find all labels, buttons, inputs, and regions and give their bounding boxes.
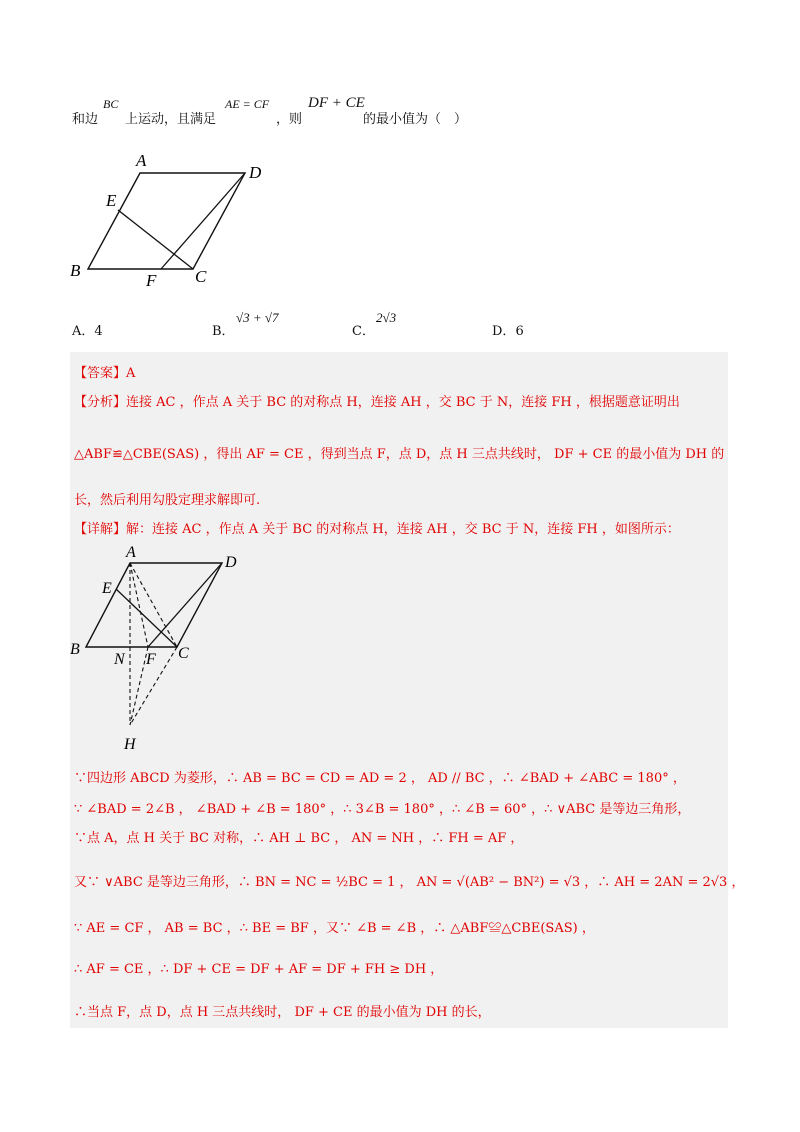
- analysis-text-1: 连接 AC ，作点 A 关于 BC 的对称点 H，连接 AH ，交 BC 于 N，连接 FH ，根据题意证明出: [126, 395, 680, 410]
- analysis-line-1: [74, 391, 680, 410]
- option-c-value: 2√3: [376, 310, 397, 325]
- figure-rhombus-2: [66, 540, 266, 755]
- detail-line: [74, 518, 680, 537]
- fig2-label-a: A: [126, 544, 136, 561]
- step-7: ∴当点 F，点 D，点 H 三点共线时， DF + CE 的最小值为 DH 的长，: [74, 1005, 491, 1020]
- fig2-label-n: N: [114, 651, 125, 668]
- answer-line: [74, 362, 135, 381]
- fig2-label-b: B: [70, 641, 80, 658]
- question-condition: AE = CF: [225, 97, 270, 111]
- question-bc: BC: [103, 97, 119, 111]
- fig1-label-f: F: [146, 271, 157, 290]
- step-3: ∵点 A，点 H 关于 BC 对称，∴ AH ⊥ BC ， AN = NH ，∴ FH = AF ，: [74, 831, 524, 846]
- step-5: ∵ AE = CF ， AB = BC ，∴ BE = BF ，又∵ ∠B = ∠B ，∴ △ABF≌△CBE(SAS) ，: [74, 921, 595, 936]
- question-text-then: ，则: [276, 112, 303, 127]
- fig1-label-e: E: [106, 191, 117, 210]
- fig2-label-h: H: [124, 736, 136, 753]
- fig1-label-c: C: [195, 267, 207, 286]
- analysis-line-2: △ABF≌△CBE(SAS) ，得出 AF = CE ，得到当点 F，点 D，点 H 三点共线时， DF + CE 的最小值为 DH 的: [74, 447, 725, 462]
- answer-value: A: [126, 366, 136, 381]
- question-text-pre: 和边: [72, 112, 99, 127]
- fig1-label-d: D: [249, 163, 262, 182]
- answer-tag: 【答案】: [74, 366, 127, 381]
- question-text-mid: 上运动，且满足: [125, 112, 217, 127]
- fig2-label-d: D: [225, 554, 237, 571]
- step-4: 又∵ ∨ABC 是等边三角形，∴ BN = NC = ½BC = 1 ， AN = √(AB² − BN²) = √3 ，∴ AH = 2AN = 2√3 ，: [74, 875, 745, 890]
- option-a-letter: A．: [72, 324, 95, 339]
- question-expression: DF + CE: [308, 95, 365, 111]
- fig2-label-c: C: [178, 645, 189, 662]
- option-b-value: √3 + √7: [236, 310, 279, 325]
- option-d[interactable]: [492, 320, 524, 339]
- analysis-line-3: 长，然后利用勾股定理求解即可.: [74, 493, 261, 508]
- option-d-letter: D．: [492, 324, 516, 339]
- option-a-value: 4: [94, 324, 103, 339]
- fig2-label-e: E: [102, 580, 112, 597]
- detail-tag: 【详解】: [74, 522, 127, 537]
- option-d-value: 6: [515, 324, 524, 339]
- fig2-label-f: F: [146, 651, 156, 668]
- question-text-post: 的最小值为（ ）: [363, 112, 468, 127]
- option-a[interactable]: [72, 320, 103, 339]
- fig1-label-a: A: [136, 151, 147, 170]
- detail-text: 解：连接 AC ，作点 A 关于 BC 的对称点 H，连接 AH ，交 BC 于 N，连接 FH ，如图所示：: [126, 522, 680, 537]
- step-2: ∵ ∠BAD = 2∠B ， ∠BAD + ∠B = 180° ，∴ 3∠B = 180° ，∴ ∠B = 60° ，∴ ∨ABC 是等边三角形，: [74, 802, 691, 817]
- option-b-letter[interactable]: B．: [212, 324, 235, 339]
- step-1: ∵四边形 ABCD 为菱形，∴ AB = BC = CD = AD = 2 ， AD // BC ，∴ ∠BAD + ∠ABC = 180° ，: [74, 771, 686, 786]
- figure-rhombus-1: [60, 148, 280, 298]
- option-c-letter[interactable]: C．: [352, 324, 375, 339]
- fig1-label-b: B: [70, 261, 81, 280]
- analysis-tag: 【分析】: [74, 395, 127, 410]
- step-6: ∴ AF = CE ，∴ DF + CE = DF + AF = DF + FH ≥ DH ，: [74, 962, 444, 977]
